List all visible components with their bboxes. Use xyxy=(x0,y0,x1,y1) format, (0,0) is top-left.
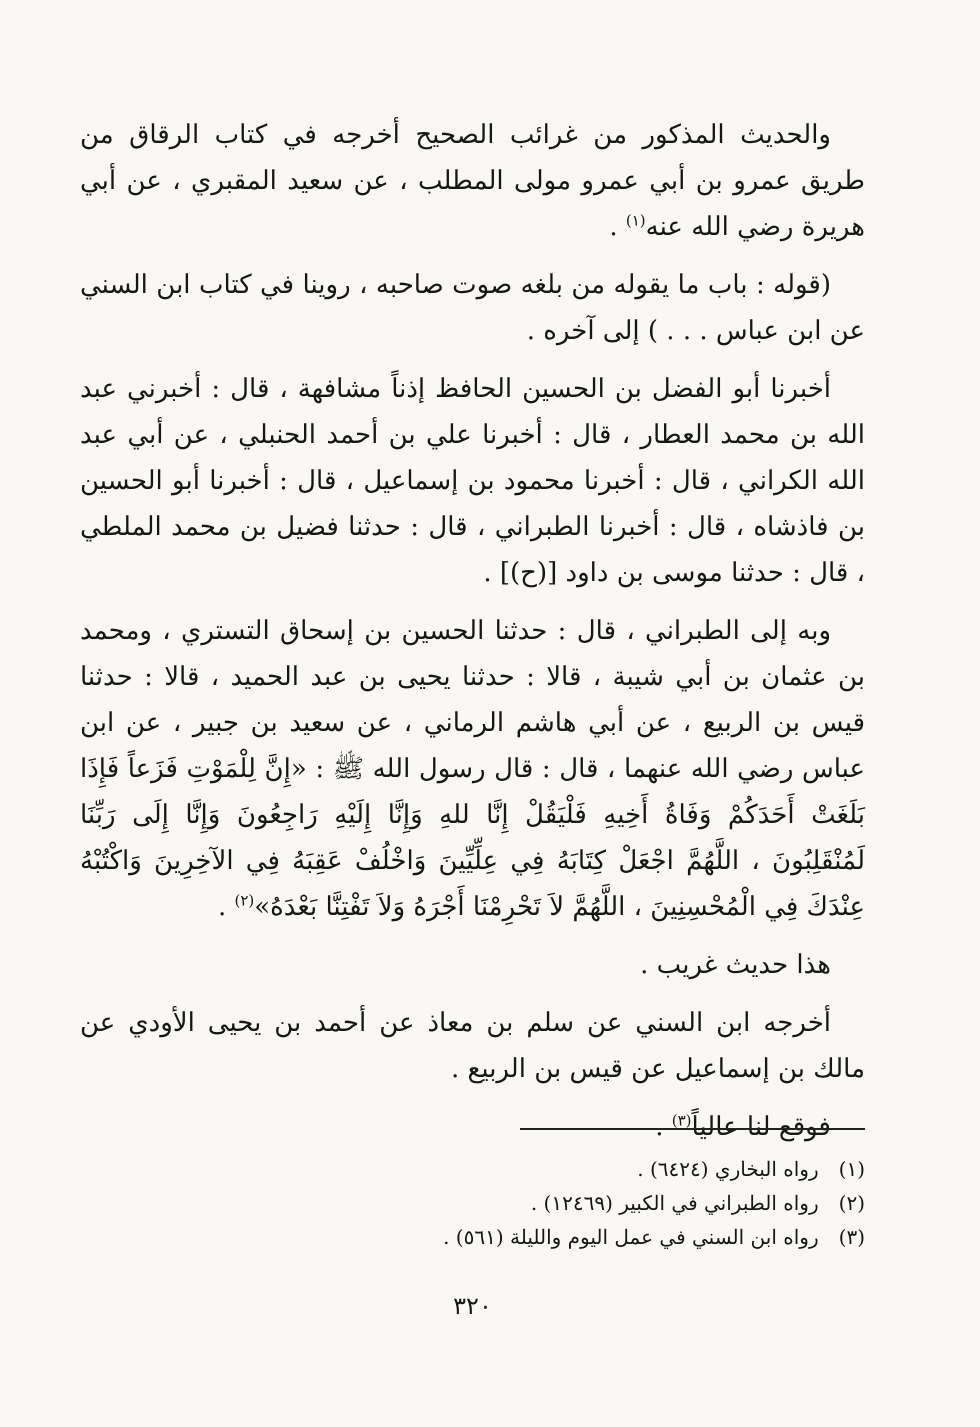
paragraph-text: هذا حديث غريب . xyxy=(640,950,831,980)
page-number: ٣٢٠ xyxy=(453,1292,492,1320)
page-body xyxy=(80,112,865,1392)
paragraph-punct: . xyxy=(217,892,235,922)
footnote-marker: (١) xyxy=(625,211,646,230)
paragraph-text: وبه إلى الطبراني ، قال : حدثنا الحسين بن إسحاق التستري ، ومحمد بن عثمان بن أبي شيبة ، قالا : حدثنا يحيى بن عبد الحميد ، قالا : حدثنا قيس بن الربيع ، عن أبي هاشم الرماني ، عن سعيد بن جبير ، عن ابن عباس رضي الله عنهما ، قال : قال رسول الله ﷺ : «إِنَّ لِلْمَوْتِ فَزَعاً فَإِذَا بَلَغَتْ أَحَدَكُمْ وَفَاةُ أَخِيهِ فَلْيَقُلْ إِنَّا للهِ وَإِنَّا إِلَيْهِ رَاجِعُونَ وَإِنَّا إِلَى رَبِّنَا لَمُنْقَلِبُونَ ، اللَّهُمَّ اجْعَلْ كِتَابَهُ فِي عِلِّيِّينَ وَاخْلُفْ عَقِبَهُ فِي الآخِرِينَ وَاكْتُبْهُ عِنْدَكَ فِي الْمُحْسِنِينَ ، اللَّهُمَّ لاَ تَحْرِمْنَا أَجْرَهُ وَلاَ تَفْتِنَّا بَعْدَهُ» xyxy=(80,616,865,922)
paragraph-hadith-source xyxy=(80,112,865,250)
footnote-item xyxy=(80,1152,865,1186)
paragraph-text: أخبرنا أبو الفضل بن الحسين الحافظ إذناً مشافهة ، قال : أخبرني عبد الله بن محمد العطار ، قال : أخبرنا علي بن أحمد الحنبلي ، عن أبي عبد الله الكراني ، قال : أخبرنا محمود بن إسماعيل ، قال : أخبرنا أبو الحسين بن فاذشاه ، قال : أخبرنا الطبراني ، قال : حدثنا فضيل بن محمد الملطي ، قال : حدثنا موسى بن داود [(ح)] . xyxy=(80,374,865,588)
footnote-number: (٣) xyxy=(838,1225,865,1249)
footnote-item xyxy=(80,1220,865,1254)
paragraph-text: أخرجه ابن السني عن سلم بن معاذ عن أحمد بن يحيى الأودي عن مالك بن إسماعيل عن قيس بن الربيع . xyxy=(80,1008,865,1084)
paragraph-hadith-text xyxy=(80,608,865,930)
footnote-marker: (٣) xyxy=(671,1111,692,1130)
paragraph-punct: . xyxy=(609,212,626,242)
paragraph-quote-chapter xyxy=(80,262,865,354)
paragraph-text: فوقع لنا عالياً xyxy=(691,1112,831,1142)
footnote-divider xyxy=(520,1128,865,1130)
paragraph-takhrij xyxy=(80,1000,865,1092)
footnote-marker: (٢) xyxy=(234,891,255,910)
footnote-text: رواه الطبراني في الكبير (١٢٤٦٩) . xyxy=(530,1191,819,1215)
paragraph-isnad xyxy=(80,366,865,596)
footnote-text: رواه ابن السني في عمل اليوم والليلة (٥٦١) . xyxy=(443,1225,819,1249)
paragraph-punct: . xyxy=(655,1112,672,1142)
paragraph-text: (قوله : باب ما يقوله من بلغه صوت صاحبه ، روينا في كتاب ابن السني عن ابن عباس . . . ) إلى آخره . xyxy=(80,270,865,346)
footnote-number: (١) xyxy=(838,1157,865,1181)
paragraph-conclusion xyxy=(80,1104,865,1150)
footnote-number: (٢) xyxy=(838,1191,865,1215)
paragraph-text: والحديث المذكور من غرائب الصحيح أخرجه في كتاب الرقاق من طريق عمرو بن أبي عمرو مولى المطلب ، عن سعيد المقبري ، عن أبي هريرة رضي الله عنه xyxy=(80,120,865,242)
footnote-item xyxy=(80,1186,865,1220)
footnotes xyxy=(80,1152,865,1254)
paragraph-grading xyxy=(80,942,865,988)
footnote-text: رواه البخاري (٦٤٢٤) . xyxy=(637,1157,819,1181)
